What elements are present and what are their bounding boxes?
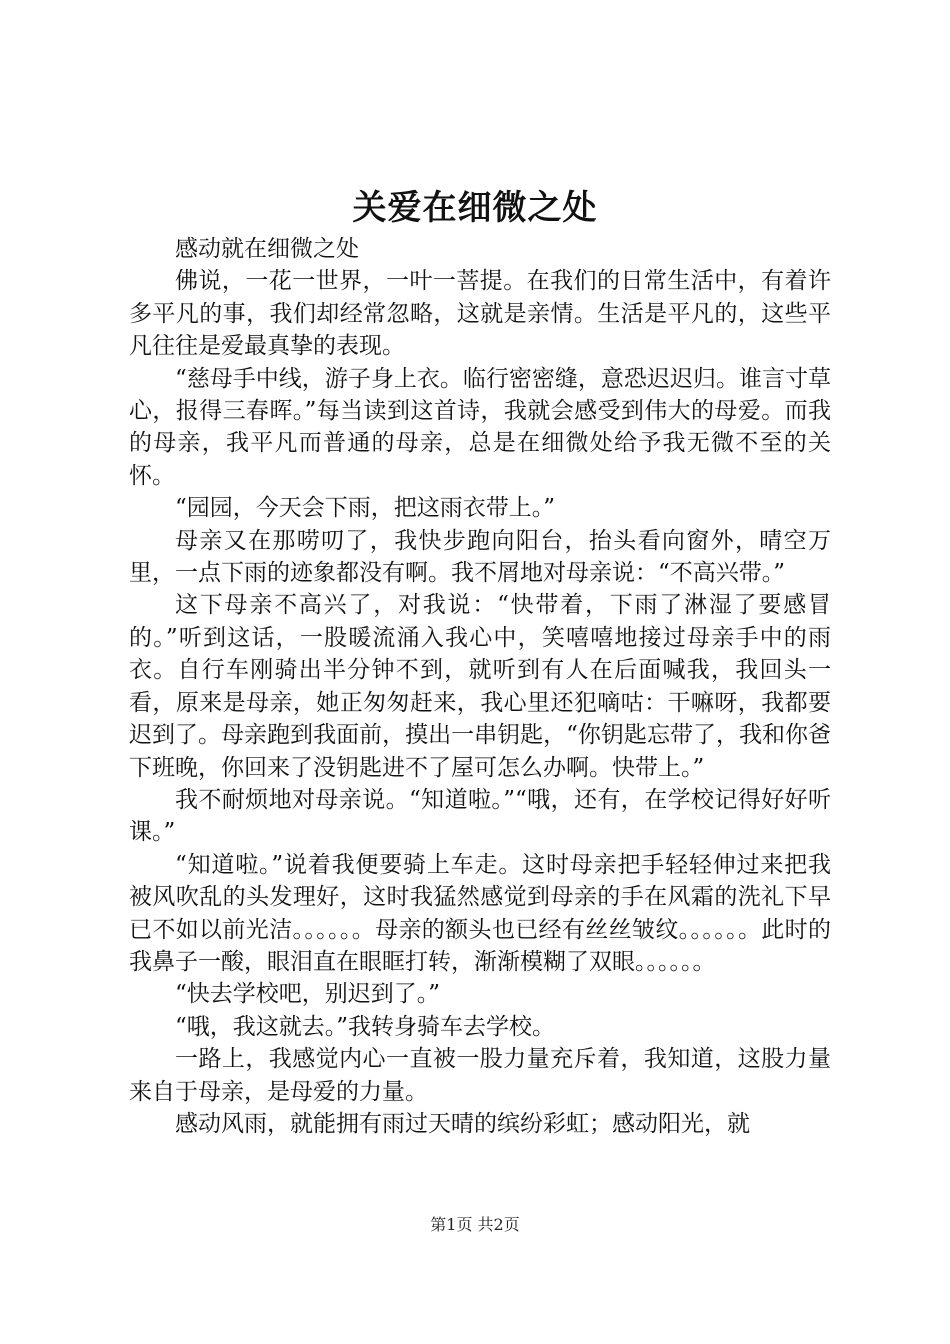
paragraph: 这下母亲不高兴了，对我说：“快带着，下雨了淋湿了要感冒的。”听到这话，一股暖流涌入我心中，笑嘻嘻地接过母亲手中的雨衣。自行车刚骑出半分钟不到，就听到有人在后面喊我，我回头一看，原来是母亲，她正匆匆赶来，我心里还犯嘀咕：干嘛呀，我都要迟到了。母亲跑到我面前，摸出一串钥匙，“你钥匙忘带了，我和你爸下班晚，你回来了没钥匙进不了屋可怎么办啊。快带上。” [129, 592, 831, 781]
paragraph: 我不耐烦地对母亲说。“知道啦。”“哦，还有，在学校记得好好听课。” [129, 786, 831, 846]
paragraph: 一路上，我感觉内心一直被一股力量充斥着，我知道，这股力量来自于母亲，是母爱的力量。 [129, 1046, 831, 1105]
paragraph: 感动风雨，就能拥有雨过天晴的缤纷彩虹；感动阳光，就 [175, 1110, 750, 1137]
page-footer: 第1页 共2页 [430, 1215, 520, 1234]
paragraph: 母亲又在那唠叨了，我快步跑向阳台，抬头看向窗外，晴空万里，一点下雨的迹象都没有啊。我不屑地对母亲说：“不高兴带。” [129, 527, 831, 587]
document-title: 关爱在细微之处 [352, 188, 598, 228]
paragraph: “快去学校吧，别迟到了。” [175, 981, 441, 1008]
paragraph: “慈母手中线，游子身上衣。临行密密缝，意恐迟迟归。谁言寸草心，报得三春晖。”每当读到这首诗，我就会感受到伟大的母爱。而我的母亲，我平凡而普通的母亲，总是在细微处给予我无微不至的关怀。 [129, 365, 831, 489]
paragraph: 佛说，一花一世界，一叶一菩提。在我们的日常生活中，有着许多平凡的事，我们却经常忽略，这就是亲情。生活是平凡的，这些平凡往往是爱最真挚的表现。 [129, 268, 831, 360]
paragraph: “园园，今天会下雨，把这雨衣带上。” [175, 495, 556, 522]
document-body [129, 233, 831, 1140]
paragraph: 感动就在细微之处 [175, 236, 359, 262]
paragraph: “知道啦。”说着我便要骑上车走。这时母亲把手轻轻伸过来把我被风吹乱的头发理好，这时我猛然感觉到母亲的手在风霜的洗礼下早已不如以前光洁。。。。。。母亲的额头也已经有丝丝皱纹。。。。。。此时的我鼻子一酸，眼泪直在眼眶打转，渐渐模糊了双眼。。。。。。 [129, 851, 831, 975]
paragraph: “哦，我这就去。”我转身骑车去学校。 [175, 1013, 556, 1040]
